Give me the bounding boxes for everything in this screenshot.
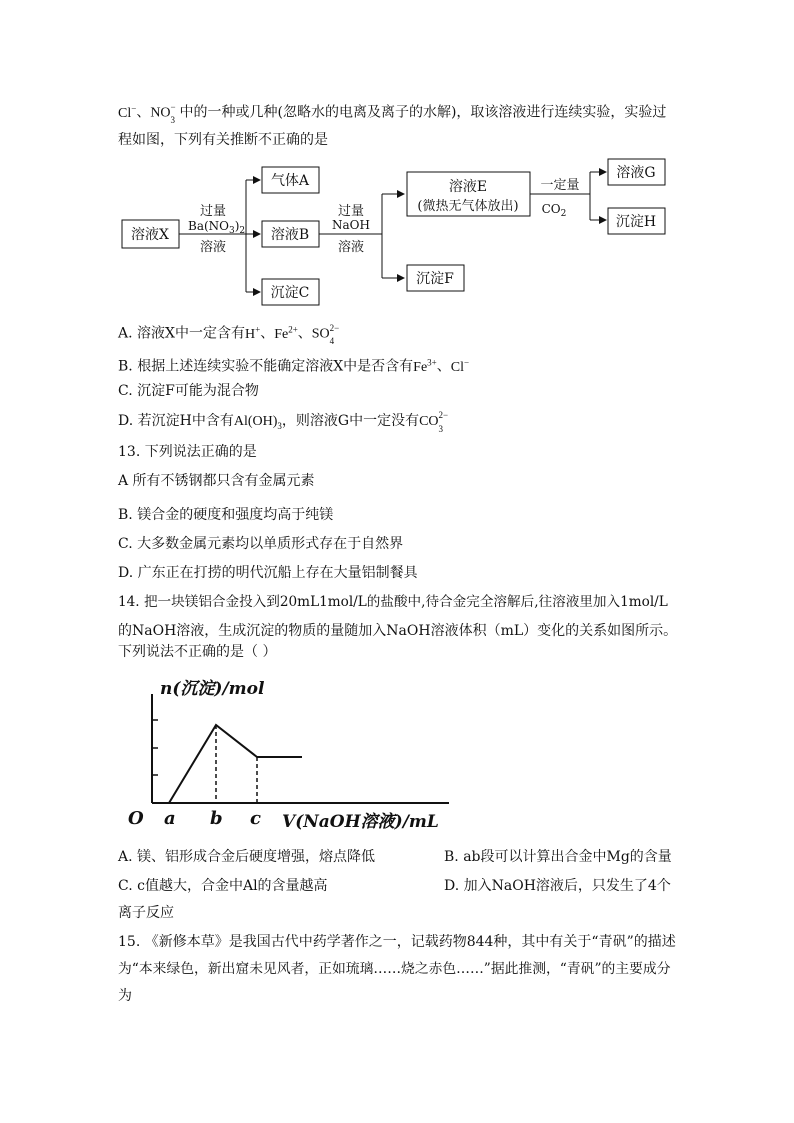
q12-flow-diagram xyxy=(118,158,678,308)
q13-stem: 13. 下列说法正确的是 xyxy=(118,444,257,460)
q14-option-d-cont: 离子反应 xyxy=(118,905,174,921)
chart-series-line xyxy=(169,725,302,803)
solution-g-box xyxy=(608,159,665,185)
chart-ylabel: n(沉淀)/mol xyxy=(160,679,265,699)
precip-c-box xyxy=(262,279,319,305)
q14-stem-line2: 的NaOH溶液，生成沉淀的物质的量随加入NaOH溶液体积（mL）变化的关系如图所示。 xyxy=(118,623,678,639)
q14-stem-line1: 14. 把一块镁铝合金投入到20mL1mol/L的盐酸中,待合金完全溶解后,往溶液里加入1mol/L xyxy=(118,594,668,610)
solution-e-box xyxy=(407,172,530,216)
q14-option-c: C. c值越大，合金中Al的含量越高 xyxy=(118,878,328,894)
q13-option-d: D. 广东正在打捞的明代沉船上存在大量铝制餐具 xyxy=(118,565,418,581)
q14-stem-line3: 下列说法不正确的是（ ） xyxy=(118,644,277,660)
svg-text:溶液B: 溶液B xyxy=(270,227,310,243)
q12-option-a: A. 溶液X中一定含有H+、$Fe^{2+}$、SO 2− $_4$ xyxy=(118,322,340,347)
q15-line1: 15. 《新修本草》是我国古代中药学著作之一，记载药物844种，其中有关于“青矾”的描述 xyxy=(118,934,676,950)
solution-b-box xyxy=(262,221,319,247)
q15-line3: 为 xyxy=(118,988,132,1004)
reagent3-bottom: $CO_2$ xyxy=(541,202,567,219)
svg-text:气体A: 气体A xyxy=(270,173,310,189)
q15-line2: 为“本来绿色，新出窟未见风者，正如琉璃……烧之赤色……”据此推测，“青矾”的主要成分 xyxy=(118,961,671,977)
gas-a-box xyxy=(262,167,319,193)
q12-intro-line2: 程如图，下列有关推断不正确的是 xyxy=(118,132,328,148)
precip-f-box xyxy=(407,265,464,291)
reagent2-bottom: 溶液 xyxy=(337,240,365,255)
q13-option-b: B. 镁合金的硬度和强度均高于纯镁 xyxy=(118,507,334,523)
svg-text:沉淀F: 沉淀F xyxy=(416,271,454,287)
q12-option-b: B. 根据上述连续实验不能确定溶液X中是否含有$Fe^{3+}$、Cl− xyxy=(118,357,470,375)
q13-option-a: A 所有不锈钢都只含有金属元素 xyxy=(118,473,315,489)
reagent3-top: 一定量 xyxy=(540,178,580,193)
chart-xlabel: V(NaOH溶液)/mL xyxy=(282,812,439,832)
svg-text:沉淀C: 沉淀C xyxy=(270,285,310,301)
svg-text:沉淀H: 沉淀H xyxy=(615,214,657,230)
chart-tick-c: c xyxy=(250,808,261,829)
svg-text:溶液X: 溶液X xyxy=(131,227,169,243)
q14-option-b: B. ab段可以计算出合金中Mg的含量 xyxy=(444,849,672,865)
reagent2-top: 过量 xyxy=(337,204,365,219)
q14-precipitate-chart xyxy=(124,672,484,834)
svg-text:(微热无气体放出): (微热无气体放出) xyxy=(417,199,519,214)
svg-text:溶液G: 溶液G xyxy=(616,165,656,181)
chart-tick-a: a xyxy=(164,808,176,829)
reagent1-formula: $Ba(NO_3)_2$ xyxy=(188,219,246,236)
precip-h-box xyxy=(608,208,665,234)
chart-origin-label: O xyxy=(128,808,144,829)
reagent1-bottom: 溶液 xyxy=(199,240,227,255)
reagent2-mid: NaOH xyxy=(332,218,370,232)
q14-option-a: A. 镁、铝形成合金后硬度增强，熔点降低 xyxy=(118,849,376,865)
q13-option-c: C. 大多数金属元素均以单质形式存在于自然界 xyxy=(118,536,404,552)
solution-x-box xyxy=(122,220,179,248)
chart-tick-b: b xyxy=(210,808,223,829)
svg-text:溶液E: 溶液E xyxy=(448,179,488,195)
reagent1-top: 过量 xyxy=(199,204,227,219)
q12-option-d: D. 若沉淀H中含有$Al(OH)_3$，则溶液G中一定没有CO 2− $_3$ xyxy=(118,410,449,434)
q12-intro-line1: Cl−、NO − $_3$ 中的一种或几种(忽略水的电离及离子的水解)，取该溶液进行连续实验，实验过 xyxy=(118,101,667,126)
q12-option-c: C. 沉淀F可能为混合物 xyxy=(118,383,259,399)
q14-option-d: D. 加入NaOH溶液后，只发生了4个 xyxy=(444,878,671,894)
